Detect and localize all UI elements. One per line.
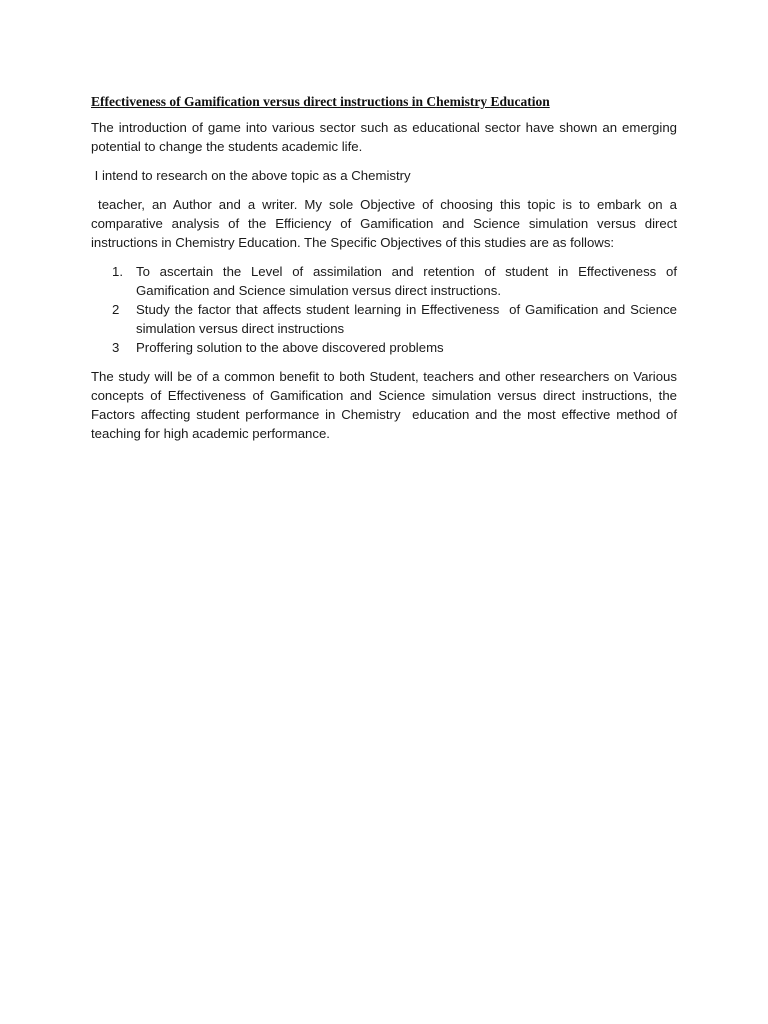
objective-paragraph: teacher, an Author and a writer. My sole Objective of choosing this topic is to embark on a comparative analysis of the Efficiency of Gamification and Science simulation versus direct instructions in Chemistry Education. The Specific Objectives of this studies are as follows:: [91, 197, 681, 250]
intent-paragraph: I intend to research on the above topic as a Chemistry: [91, 168, 411, 183]
document-title: Effectiveness of Gamification versus direct instructions in Chemistry Education: [91, 94, 550, 109]
intro-paragraph: The introduction of game into various sector such as educational sector have shown an emerging potential to change the students academic life.: [91, 120, 677, 154]
list-item-text: Study the factor that affects student learning in Effectiveness of Gamification and Science simulation versus direct instructions: [136, 302, 681, 336]
list-item: [91, 300, 681, 338]
list-item-number: 3: [112, 340, 120, 355]
list-item-text: Proffering solution to the above discovered problems: [136, 340, 444, 355]
list-item-number: 2: [112, 302, 120, 317]
document-body: [91, 92, 681, 453]
list-item: [91, 338, 677, 357]
list-item: [91, 262, 677, 300]
list-item-number: 1.: [112, 264, 123, 279]
closing-paragraph: The study will be of a common benefit to both Student, teachers and other researchers on Various concepts of Effectiveness of Gamification and Science simulation versus direct instructions, the Factors affecting student performance in Chemistry education and the most effective method of teaching for high academic performance.: [91, 369, 681, 441]
list-item-text: To ascertain the Level of assimilation and retention of student in Effectiveness of Gamification and Science simulation versus direct instructions.: [136, 264, 677, 298]
objectives-list: [91, 262, 681, 357]
